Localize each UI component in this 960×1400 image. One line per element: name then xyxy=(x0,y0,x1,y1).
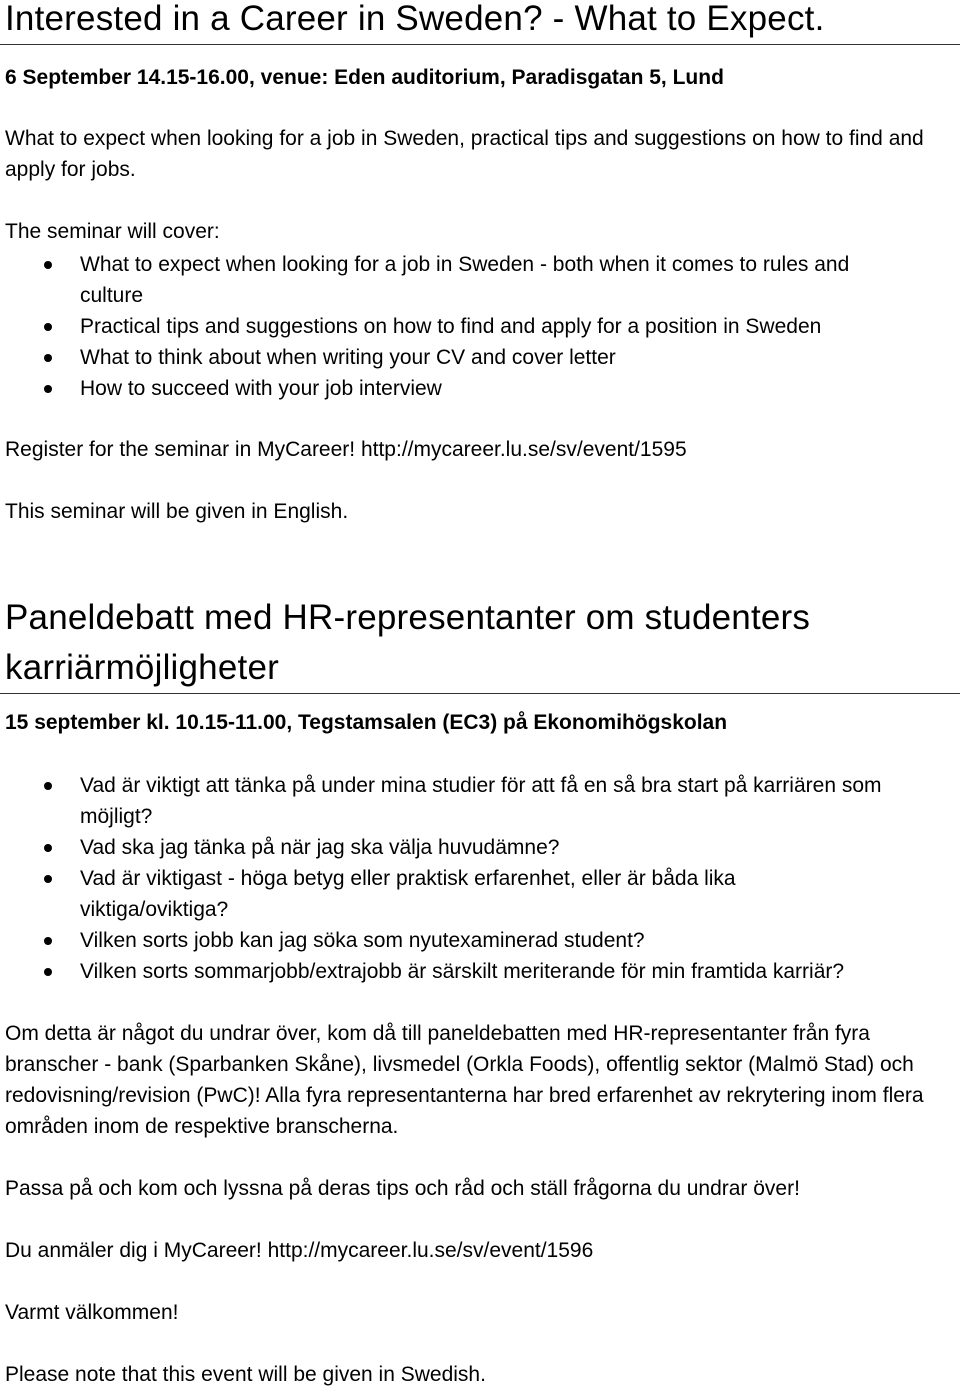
section2-welcome: Varmt välkommen! xyxy=(5,1301,179,1324)
bullet-icon xyxy=(44,937,52,945)
list-item-text: Vad ska jag tänka på när jag ska välja huvudämne? xyxy=(80,836,560,859)
list-item-text: Practical tips and suggestions on how to find and apply for a position in Sweden xyxy=(80,315,822,338)
bullet-icon xyxy=(44,875,52,883)
section2-register: Du anmäler dig i MyCareer! http://mycareer.lu.se/sv/event/1596 xyxy=(5,1239,594,1262)
section1-register: Register for the seminar in MyCareer! http://mycareer.lu.se/sv/event/1595 xyxy=(5,438,687,461)
list-item xyxy=(5,956,885,987)
section2-paragraph: Om detta är något du undrar över, kom då till paneldebatten med HR-representanter från fyra branscher - bank (Sparbanken Skåne), livsmedel (Orkla Foods), offentlig sektor (Malmö Stad) och redovisning/revision (PwC)! Alla fyra representanterna har bred erfarenhet av rekrytering inom flera områden inom de respektive branscherna. xyxy=(5,1022,924,1138)
list-item xyxy=(5,770,885,832)
section2-title-line2: karriärmöjligheter xyxy=(5,648,279,687)
list-item xyxy=(5,863,885,925)
bullet-icon xyxy=(44,323,52,331)
section1-date-venue: 6 September 14.15-16.00, venue: Eden auditorium, Paradisgatan 5, Lund xyxy=(5,66,724,89)
section2-tips: Passa på och kom och lyssna på deras tips och råd och ställ frågorna du undrar över! xyxy=(5,1177,800,1200)
list-item xyxy=(5,832,885,863)
bullet-icon xyxy=(44,782,52,790)
bullet-icon xyxy=(44,354,52,362)
bullet-icon xyxy=(44,261,52,269)
list-item-text: Vilken sorts jobb kan jag söka som nyutexaminerad student? xyxy=(80,929,645,952)
bullet-icon xyxy=(44,968,52,976)
section2-title xyxy=(5,593,957,693)
list-item-text: How to succeed with your job interview xyxy=(80,377,442,400)
list-item-text: What to expect when looking for a job in Sweden - both when it comes to rules and culture xyxy=(80,253,850,307)
section1-title: Interested in a Career in Sweden? - What to Expect. xyxy=(5,0,825,38)
section1-cover-heading: The seminar will cover: xyxy=(5,220,220,243)
list-item xyxy=(5,925,885,956)
section2-date-venue: 15 september kl. 10.15-11.00, Tegstamsalen (EC3) på Ekonomihögskolan xyxy=(5,711,728,734)
bullet-icon xyxy=(44,844,52,852)
section2-title-rule xyxy=(0,693,960,694)
list-item xyxy=(5,249,905,311)
list-item-text: Vad är viktigt att tänka på under mina studier för att få en så bra start på karriären som möjligt? xyxy=(80,774,882,828)
list-item xyxy=(5,311,905,342)
bullet-icon xyxy=(44,385,52,393)
list-item xyxy=(5,373,905,404)
section1-intro: What to expect when looking for a job in Sweden, practical tips and suggestions on how to find and apply for jobs. xyxy=(5,127,924,181)
section1-language: This seminar will be given in English. xyxy=(5,500,349,523)
section2-bullet-list xyxy=(5,770,885,987)
list-item-text: Vad är viktigast - höga betyg eller praktisk erfarenhet, eller är båda lika viktiga/oviktiga? xyxy=(80,867,736,921)
document-page xyxy=(5,0,957,1390)
section2-title-line1: Paneldebatt med HR-representanter om studenters xyxy=(5,598,811,637)
list-item xyxy=(5,342,905,373)
section1-bullet-list xyxy=(5,249,905,404)
section2-language: Please note that this event will be given in Swedish. xyxy=(5,1363,486,1386)
section1-title-rule xyxy=(0,44,960,45)
list-item-text: What to think about when writing your CV and cover letter xyxy=(80,346,616,369)
list-item-text: Vilken sorts sommarjobb/extrajobb är särskilt meriterande för min framtida karriär? xyxy=(80,960,845,983)
